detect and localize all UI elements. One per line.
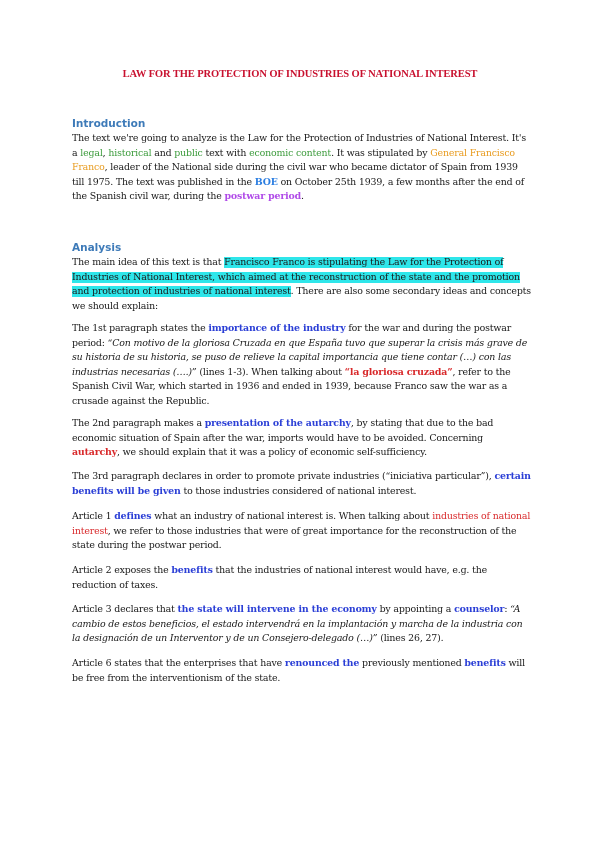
keyword-general-franco: General Francisco Franco: [72, 147, 515, 174]
introduction-heading: Introduction: [72, 118, 146, 130]
main-idea-highlight: Francisco Franco is stipulating the Law for the Protection of Industries of National Interest, which aimed at the reconstruction of the state and the promotion and protection of industries of national interest: [72, 257, 520, 298]
main-idea-paragraph: The main idea of this text is that Francisco Franco is stipulating the Law for the Protection of Industries of National Interest, which aimed at the reconstruction of the state and the promotion and protection of industries of national interest. There are also some secondary ideas and concepts we should explain:: [72, 257, 531, 312]
quote-a-cambio: “A cambio de estos beneficios, el estado intervendrá en la implantación y marcha de la industria con la designación de un Interventor y de un Consejero-delegado (…)”: [72, 604, 523, 645]
article-2-analysis: Article 2 exposes the benefits that the industries of national interest would have, e.g. the reduction of taxes.: [72, 565, 487, 591]
keyword-boe: BOE: [254, 176, 278, 188]
keyword-historical: historical: [108, 147, 152, 159]
introduction-paragraph: The text we're going to analyze is the Law for the Protection of Industries of National Interest. It's a legal, historical and public text with economic content. It was stipulated by General Francisco Franco, leader of the National side during the civil war who became dictator of Spain from 1939 till 1975. The text was published in the BOE on October 25th 1939, a few months after the end of the Spanish civil war, during the postwar period.: [72, 133, 526, 203]
keyword-certain-benefits: certain benefits will be given: [72, 471, 531, 497]
paragraph-1-analysis: The 1st paragraph states the importance of the industry for the war and during the postwar period: “Con motivo de la gloriosa Cruzada en que España tuvo que superar la crisis más grave de su historia de su historia, se puso de relieve la capital importancia que tiene contar (…) con las industrias necesarias (….)” (lines 1-3). When talking about “la gloriosa cruzada”, refer to the Spanish Civil War, which started in 1936 and ended in 1939, because Franco saw the war as a crusade against the Republic.: [72, 323, 528, 407]
paragraph-3-analysis: The 3rd paragraph declares in order to promote private industries (“iniciativa particular”), certain benefits will be given to those industries considered of national interest.: [72, 471, 531, 497]
keyword-public: public: [174, 147, 203, 159]
keyword-benefits-2: benefits: [464, 658, 506, 669]
keyword-defines: defines: [114, 511, 152, 522]
article-3-analysis: Article 3 declares that the state will intervene in the economy by appointing a counselor: “A cambio de estos beneficios, el estado intervendrá en la implantación y marcha de la industria con la designación de un Interventor y de un Consejero-delegado (…)” (lines 26, 27).: [72, 604, 523, 645]
article-1-analysis: Article 1 defines what an industry of national interest is. When talking about industries of national interest, we refer to those industries that were of great importance for the reconstruction of the state during the postwar period.: [72, 511, 531, 552]
keyword-autarchy: autarchy: [72, 447, 118, 459]
article-6-analysis: Article 6 states that the enterprises that have renounced the previously mentioned benefits will be free from the interventionism of the state.: [72, 658, 525, 684]
keyword-renounced: renounced the: [284, 658, 360, 669]
analysis-heading: Analysis: [72, 242, 122, 254]
keyword-la-gloriosa-cruzada: “la gloriosa cruzada”: [344, 366, 453, 378]
keyword-presentation-of-autarchy: presentation of the autarchy: [204, 418, 351, 429]
keyword-legal: legal: [80, 147, 103, 159]
keyword-state-will-intervene: the state will intervene in the economy: [177, 604, 377, 615]
keyword-industries-of-national-interest: industries of national interest: [72, 511, 531, 537]
document-title: LAW FOR THE PROTECTION OF INDUSTRIES OF NATIONAL INTEREST: [122, 69, 478, 80]
keyword-postwar-period: postwar period: [224, 191, 302, 203]
keyword-importance-of-industry: importance of the industry: [208, 323, 346, 334]
keyword-benefits: benefits: [171, 565, 213, 576]
quote-gloriosa-cruzada: “Con motivo de la gloriosa Cruzada en que España tuvo que superar la crisis más grave de su historia de su historia, se puso de relieve la capital importancia que tiene contar (…) con las industrias necesarias (….)”: [72, 337, 528, 378]
keyword-counselor: counselor: [454, 604, 505, 615]
paragraph-2-analysis: The 2nd paragraph makes a presentation of the autarchy, by stating that due to the bad economic situation of Spain after the war, imports would have to be avoided. Concerning autarchy, we should explain that it was a policy of economic self-sufficiency.: [72, 418, 494, 459]
keyword-economic-content: economic content: [249, 147, 332, 159]
